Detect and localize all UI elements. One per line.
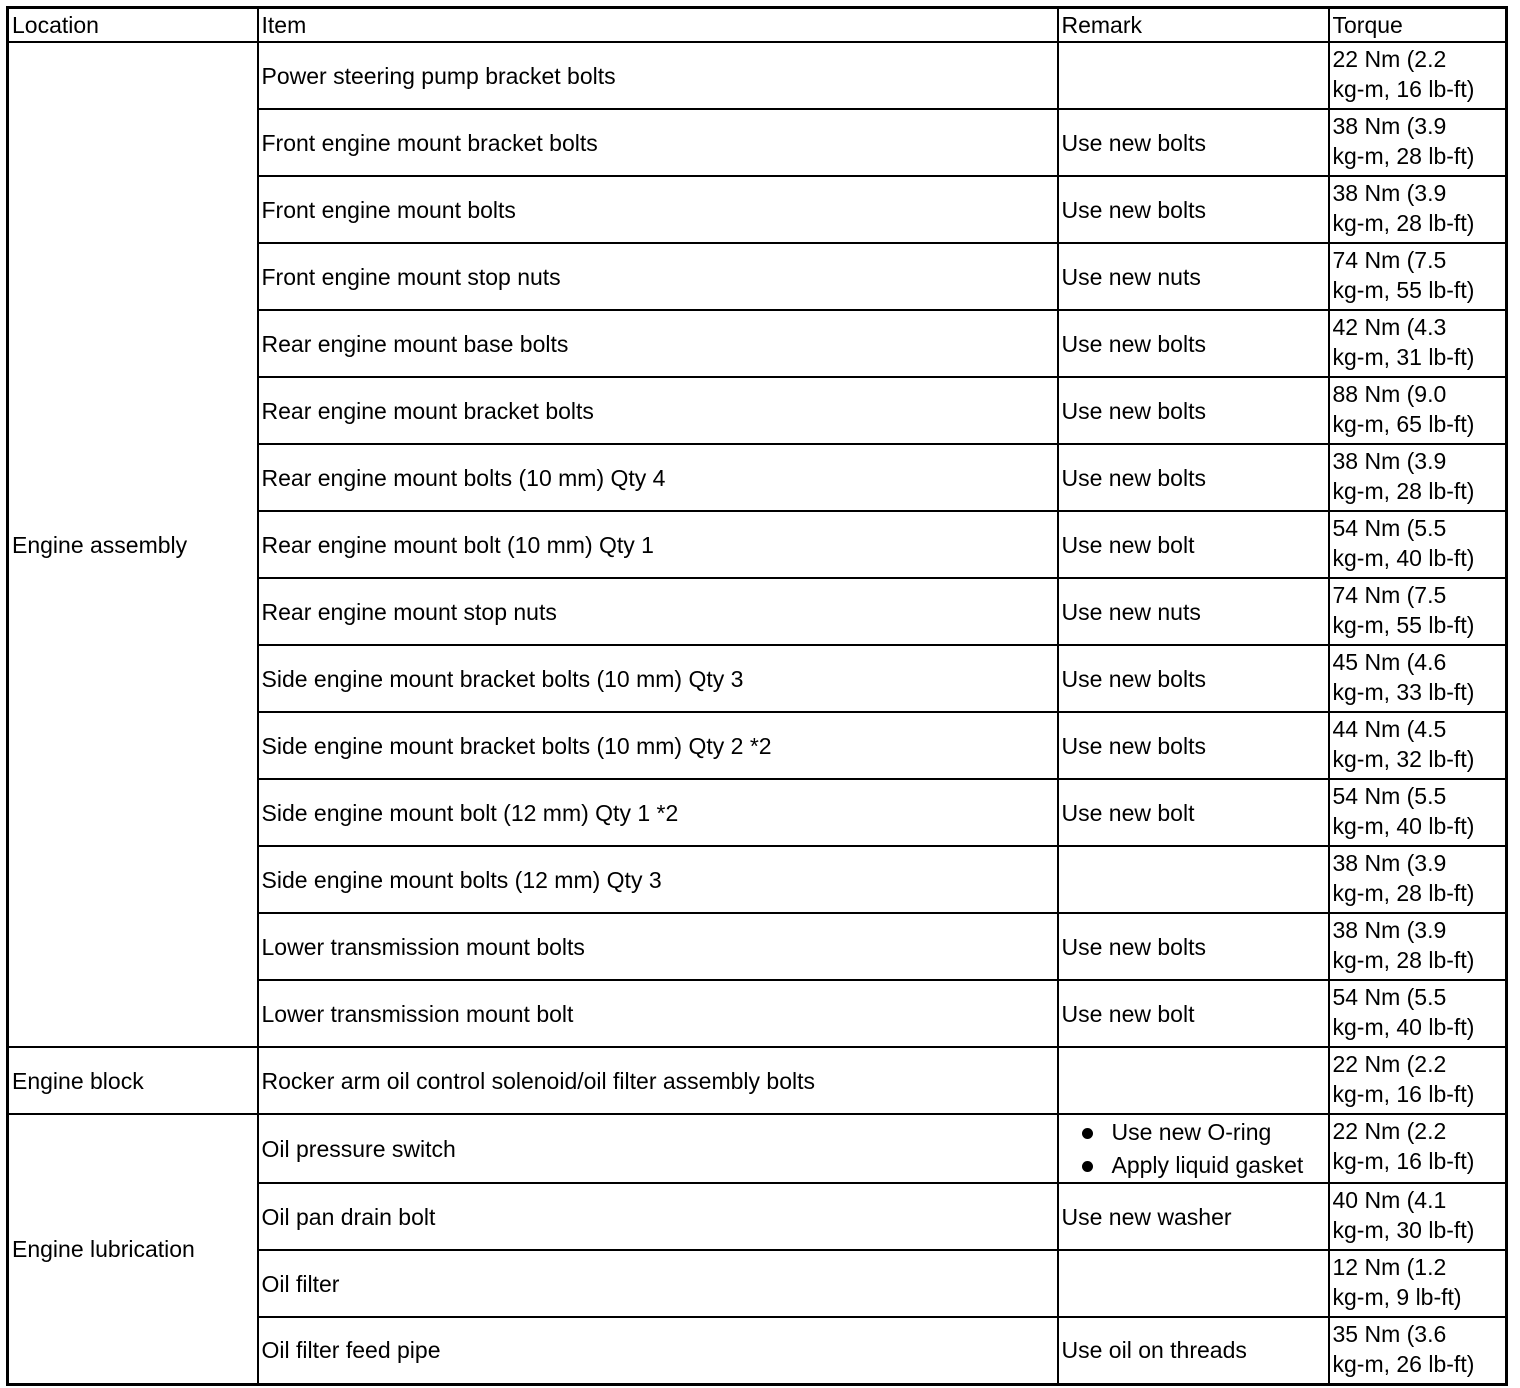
remark-bullet-item: Apply liquid gasket	[1080, 1149, 1328, 1182]
location-cell: Engine lubrication	[8, 1114, 258, 1384]
item-cell: Power steering pump bracket bolts	[258, 42, 1058, 109]
item-cell: Rear engine mount bolt (10 mm) Qty 1	[258, 511, 1058, 578]
torque-cell: 12 Nm (1.2 kg-m, 9 lb-ft)	[1329, 1250, 1507, 1317]
table-row	[8, 1114, 1507, 1183]
header-remark: Remark	[1058, 8, 1329, 43]
torque-cell: 22 Nm (2.2 kg-m, 16 lb-ft)	[1329, 1047, 1507, 1114]
remark-cell: Use new bolts	[1058, 712, 1329, 779]
item-cell: Oil filter	[258, 1250, 1058, 1317]
item-cell: Rear engine mount bracket bolts	[258, 377, 1058, 444]
item-cell: Rocker arm oil control solenoid/oil filter assembly bolts	[258, 1047, 1058, 1114]
item-cell: Side engine mount bolt (12 mm) Qty 1 *2	[258, 779, 1058, 846]
item-cell: Front engine mount bolts	[258, 176, 1058, 243]
torque-cell: 22 Nm (2.2 kg-m, 16 lb-ft)	[1329, 42, 1507, 109]
item-cell: Side engine mount bracket bolts (10 mm) Qty 2 *2	[258, 712, 1058, 779]
torque-cell: 38 Nm (3.9 kg-m, 28 lb-ft)	[1329, 444, 1507, 511]
remark-cell	[1058, 846, 1329, 913]
remark-cell: Use new bolts	[1058, 913, 1329, 980]
item-cell: Rear engine mount base bolts	[258, 310, 1058, 377]
item-cell: Front engine mount stop nuts	[258, 243, 1058, 310]
remark-cell: Use new bolts	[1058, 444, 1329, 511]
torque-cell: 45 Nm (4.6 kg-m, 33 lb-ft)	[1329, 645, 1507, 712]
torque-cell: 74 Nm (7.5 kg-m, 55 lb-ft)	[1329, 243, 1507, 310]
torque-cell: 44 Nm (4.5 kg-m, 32 lb-ft)	[1329, 712, 1507, 779]
item-cell: Oil pan drain bolt	[258, 1183, 1058, 1250]
torque-cell: 54 Nm (5.5 kg-m, 40 lb-ft)	[1329, 511, 1507, 578]
torque-cell: 38 Nm (3.9 kg-m, 28 lb-ft)	[1329, 846, 1507, 913]
remark-cell: Use new bolt	[1058, 980, 1329, 1047]
torque-cell: 42 Nm (4.3 kg-m, 31 lb-ft)	[1329, 310, 1507, 377]
torque-cell: 38 Nm (3.9 kg-m, 28 lb-ft)	[1329, 913, 1507, 980]
item-cell: Side engine mount bracket bolts (10 mm) Qty 3	[258, 645, 1058, 712]
remark-cell: Use new bolts	[1058, 109, 1329, 176]
remark-cell: Use new bolt	[1058, 511, 1329, 578]
item-cell: Rear engine mount stop nuts	[258, 578, 1058, 645]
item-cell: Front engine mount bracket bolts	[258, 109, 1058, 176]
table-body	[8, 42, 1507, 1384]
header-item: Item	[258, 8, 1058, 43]
location-cell: Engine block	[8, 1047, 258, 1114]
remark-cell	[1058, 42, 1329, 109]
location-cell: Engine assembly	[8, 42, 258, 1047]
item-cell: Oil pressure switch	[258, 1114, 1058, 1183]
remark-cell: Use new bolts	[1058, 310, 1329, 377]
remark-cell: Use oil on threads	[1058, 1317, 1329, 1384]
torque-spec-table	[6, 6, 1508, 1386]
remark-bullet-item: Use new O-ring	[1080, 1116, 1328, 1149]
remark-bullet-list	[1062, 1116, 1328, 1182]
torque-cell: 38 Nm (3.9 kg-m, 28 lb-ft)	[1329, 109, 1507, 176]
item-cell: Lower transmission mount bolt	[258, 980, 1058, 1047]
item-cell: Side engine mount bolts (12 mm) Qty 3	[258, 846, 1058, 913]
remark-cell: Use new bolts	[1058, 377, 1329, 444]
remark-cell: Use new bolt	[1058, 779, 1329, 846]
torque-cell: 88 Nm (9.0 kg-m, 65 lb-ft)	[1329, 377, 1507, 444]
remark-cell	[1058, 1114, 1329, 1183]
remark-cell	[1058, 1250, 1329, 1317]
item-cell: Oil filter feed pipe	[258, 1317, 1058, 1384]
item-cell: Lower transmission mount bolts	[258, 913, 1058, 980]
torque-cell: 54 Nm (5.5 kg-m, 40 lb-ft)	[1329, 779, 1507, 846]
torque-cell: 54 Nm (5.5 kg-m, 40 lb-ft)	[1329, 980, 1507, 1047]
torque-cell: 40 Nm (4.1 kg-m, 30 lb-ft)	[1329, 1183, 1507, 1250]
torque-cell: 22 Nm (2.2 kg-m, 16 lb-ft)	[1329, 1114, 1507, 1183]
header-row	[8, 8, 1507, 43]
item-cell: Rear engine mount bolts (10 mm) Qty 4	[258, 444, 1058, 511]
remark-cell: Use new bolts	[1058, 176, 1329, 243]
remark-cell: Use new bolts	[1058, 645, 1329, 712]
torque-cell: 74 Nm (7.5 kg-m, 55 lb-ft)	[1329, 578, 1507, 645]
remark-cell: Use new nuts	[1058, 243, 1329, 310]
header-torque: Torque	[1329, 8, 1507, 43]
torque-cell: 38 Nm (3.9 kg-m, 28 lb-ft)	[1329, 176, 1507, 243]
table-row	[8, 42, 1507, 109]
table-row	[8, 1047, 1507, 1114]
header-location: Location	[8, 8, 258, 43]
torque-cell: 35 Nm (3.6 kg-m, 26 lb-ft)	[1329, 1317, 1507, 1384]
remark-cell	[1058, 1047, 1329, 1114]
remark-cell: Use new nuts	[1058, 578, 1329, 645]
remark-cell: Use new washer	[1058, 1183, 1329, 1250]
